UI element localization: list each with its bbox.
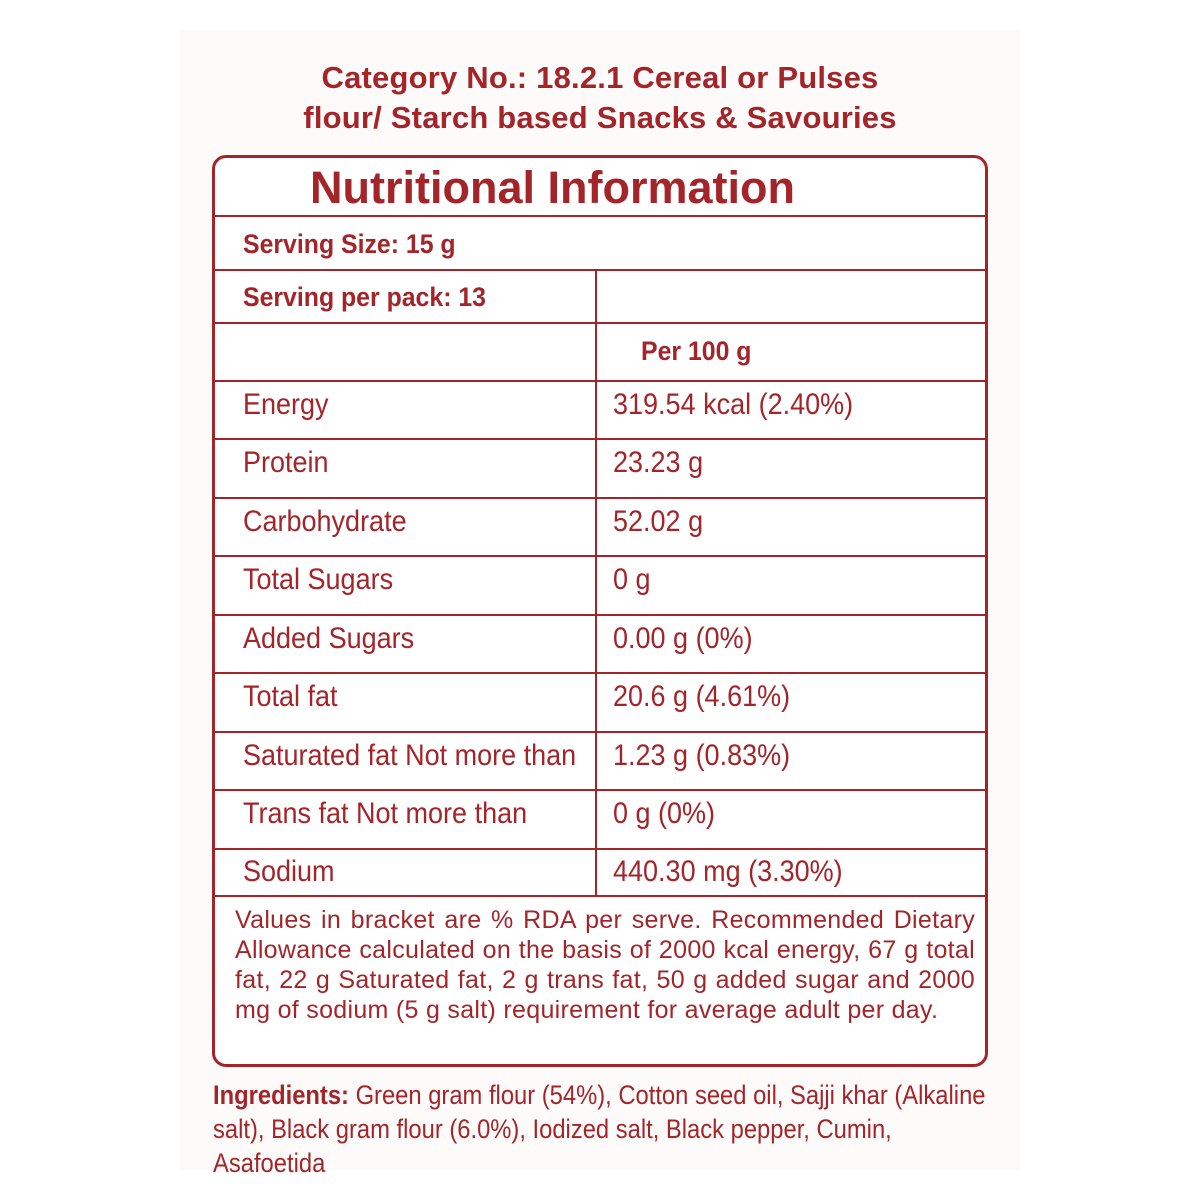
- divider: [215, 731, 985, 733]
- nutrient-value: 23.23 g: [613, 446, 704, 479]
- column-divider: [595, 271, 597, 896]
- nutrient-value: 52.02 g: [613, 505, 704, 538]
- panel-title: Nutritional Information: [310, 162, 795, 213]
- nutrient-value: 0 g: [613, 563, 651, 596]
- ingredients-label: Ingredients:: [213, 1080, 349, 1110]
- nutrition-panel: [212, 155, 988, 1067]
- nutrient-value: 319.54 kcal (2.40%): [613, 388, 854, 421]
- category-line-1: Category No.: 18.2.1 Cereal or Pulses: [321, 60, 879, 95]
- nutrient-name: Energy: [243, 388, 329, 421]
- nutrient-name: Saturated fat Not more than: [243, 739, 577, 772]
- nutrient-value: 440.30 mg (3.30%): [613, 855, 843, 888]
- divider: [215, 438, 985, 440]
- divider: [215, 789, 985, 791]
- category-line-2: flour/ Starch based Snacks & Savouries: [303, 100, 897, 135]
- serving-size: Serving Size: 15 g: [243, 229, 456, 259]
- serving-per-pack: Serving per pack: 13: [243, 282, 486, 312]
- nutrient-name: Added Sugars: [243, 622, 415, 655]
- nutrient-value: 20.6 g (4.61%): [613, 680, 791, 713]
- divider: [215, 380, 985, 382]
- nutrient-name: Sodium: [243, 855, 335, 888]
- nutrient-name: Protein: [243, 446, 329, 479]
- divider: [215, 215, 985, 217]
- divider: [215, 269, 985, 271]
- nutrient-name: Trans fat Not more than: [243, 797, 528, 830]
- ingredients-text: Green gram flour (54%), Cotton seed oil, Sajji khar (Alkaline salt), Black gram flour (6.0%), Iodized salt, Black pepper, Cumin, Asafoetida: [213, 1080, 986, 1178]
- nutrient-name: Total fat: [243, 680, 338, 713]
- nutrient-name: Total Sugars: [243, 563, 394, 596]
- nutrient-value: 1.23 g (0.83%): [613, 739, 791, 772]
- divider: [215, 614, 985, 616]
- divider: [215, 322, 985, 324]
- nutrient-name: Carbohydrate: [243, 505, 407, 538]
- divider: [215, 497, 985, 499]
- nutrient-value: 0 g (0%): [613, 797, 716, 830]
- rda-note: Values in bracket are % RDA per serve. Recommended Dietary Allowance calculated on the basis of 2000 kcal energy, 67 g total fat, 22 g Saturated fat, 2 g trans fat, 50 g added sugar and 2000 mg of sodium (5 g salt) requirement for average adult per day.: [235, 906, 975, 1024]
- divider: [215, 895, 985, 897]
- divider: [215, 555, 985, 557]
- column-header: Per 100 g: [641, 336, 752, 366]
- ingredients: [213, 1078, 1003, 1180]
- divider: [215, 672, 985, 674]
- nutrient-value: 0.00 g (0%): [613, 622, 753, 655]
- divider: [215, 848, 985, 850]
